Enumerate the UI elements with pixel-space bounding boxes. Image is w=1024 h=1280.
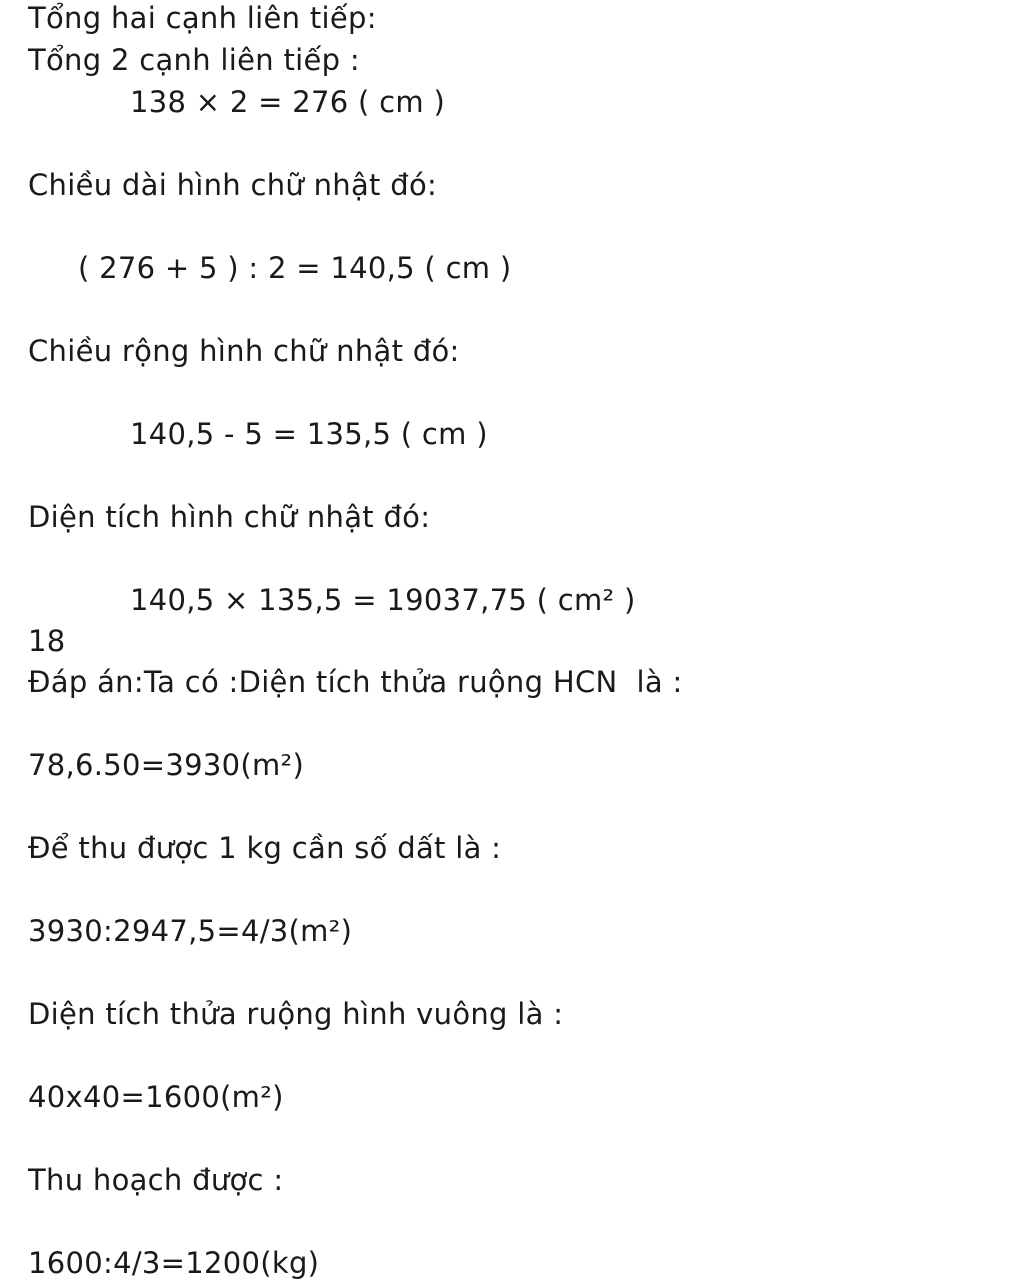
heading-square-field-area: Diện tích thửa ruộng hình vuông là : [28, 997, 564, 1031]
heading-harvest: Thu hoạch được : [28, 1163, 284, 1197]
calc-sum-two-sides: 138 × 2 = 276 ( cm ) [130, 85, 446, 119]
heading-sum-two-sides: Tổng hai cạnh liên tiếp: [28, 1, 377, 35]
calc-length: ( 276 + 5 ) : 2 = 140,5 ( cm ) [78, 251, 512, 285]
calc-rect-field-area: 78,6.50=3930(m²) [28, 748, 305, 782]
calc-area: 140,5 × 135,5 = 19037,75 ( cm² ) [130, 583, 636, 617]
calc-land-per-kg: 3930:2947,5=4/3(m²) [28, 914, 353, 948]
heading-sum-two-sides-alt: Tổng 2 cạnh liên tiếp : [28, 43, 360, 77]
calc-harvest: 1600:4/3=1200(kg) [28, 1246, 320, 1280]
heading-width: Chiều rộng hình chữ nhật đó: [28, 334, 460, 368]
heading-length: Chiều dài hình chữ nhật đó: [28, 168, 438, 202]
calc-width: 140,5 - 5 = 135,5 ( cm ) [130, 417, 488, 451]
heading-area: Diện tích hình chữ nhật đó: [28, 500, 431, 534]
calc-square-field-area: 40x40=1600(m²) [28, 1080, 284, 1114]
answer-intro: Đáp án:Ta có :Diện tích thửa ruộng HCN là : [28, 665, 683, 699]
heading-land-per-kg: Để thu được 1 kg cần số dất là : [28, 831, 502, 865]
problem-number: 18 [28, 624, 66, 658]
